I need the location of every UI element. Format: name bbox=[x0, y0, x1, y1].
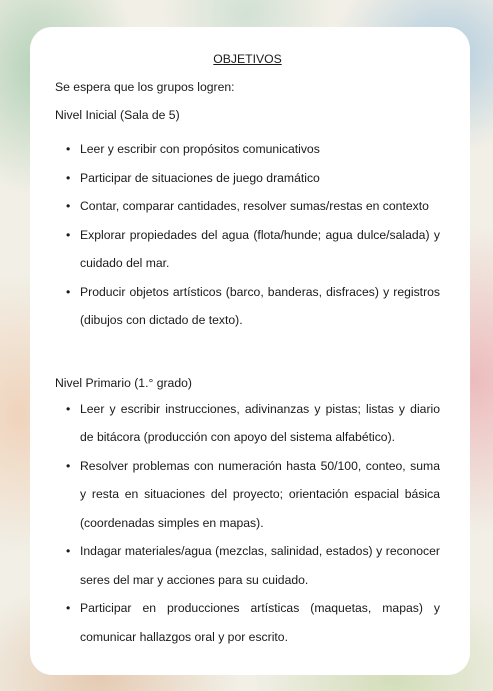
list-item: • Leer y escribir instrucciones, adivinanzas y pistas; listas y diario de bitácora (producción con apoyo del sistema alfabético). bbox=[55, 395, 440, 452]
list-item: • Resolver problemas con numeración hasta 50/100, conteo, suma y resta en situaciones del proyecto; orientación espacial básica (coordenadas simples en mapas). bbox=[55, 452, 440, 538]
level-heading-primario: Nivel Primario (1.° grado) bbox=[55, 375, 192, 390]
objectives-list-primario bbox=[55, 395, 440, 652]
document-title: OBJETIVOS bbox=[213, 52, 282, 66]
level-heading-inicial: Nivel Inicial (Sala de 5) bbox=[55, 108, 180, 122]
list-item: • Participar en producciones artísticas (maquetas, mapas) y comunicar hallazgos oral y por escrito. bbox=[55, 594, 440, 651]
list-item: • Explorar propiedades del agua (flota/hunde; agua dulce/salada) y cuidado del mar. bbox=[55, 221, 440, 278]
section-spacer bbox=[55, 335, 440, 375]
list-item: • Leer y escribir con propósitos comunicativos bbox=[55, 135, 440, 164]
list-item: • Contar, comparar cantidades, resolver sumas/restas en contexto bbox=[55, 192, 440, 221]
list-item: • Participar de situaciones de juego dramático bbox=[55, 164, 440, 193]
document-card bbox=[30, 27, 470, 675]
list-item: • Producir objetos artísticos (barco, banderas, disfraces) y registros (dibujos con dictado de texto). bbox=[55, 278, 440, 335]
intro-text: Se espera que los grupos logren: bbox=[55, 80, 235, 94]
list-item: • Indagar materiales/agua (mezclas, salinidad, estados) y reconocer seres del mar y acciones para su cuidado. bbox=[55, 537, 440, 594]
objectives-list-inicial bbox=[55, 135, 440, 335]
